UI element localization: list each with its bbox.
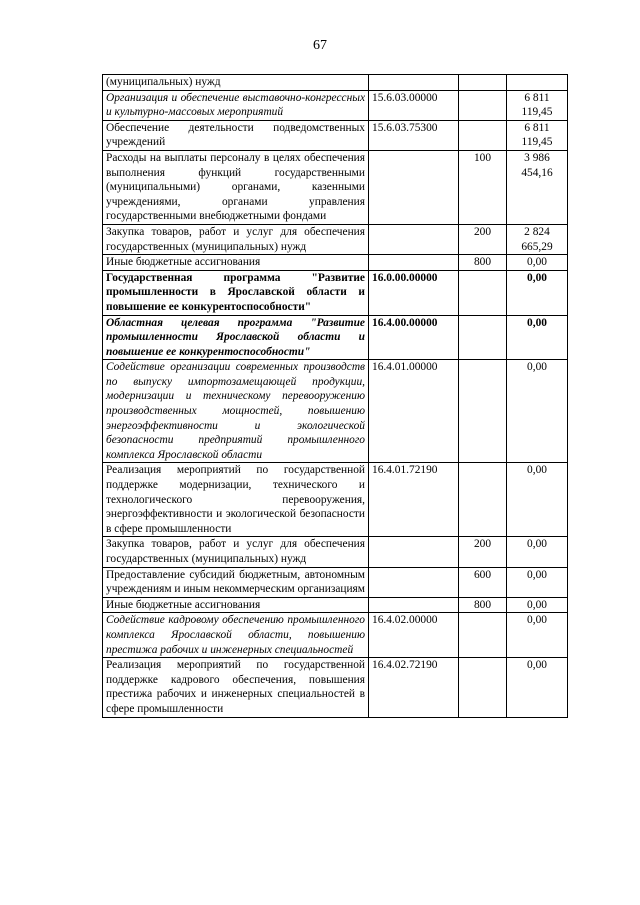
amount-cell: 0,00 <box>507 255 568 271</box>
amount-cell: 6 811 119,45 <box>507 120 568 150</box>
target-article-cell: 16.4.00.00000 <box>369 315 459 360</box>
amount-cell: 3 986 454,16 <box>507 150 568 224</box>
target-article-cell: 15.6.03.00000 <box>369 90 459 120</box>
table-row <box>103 360 568 463</box>
budget-table <box>102 74 568 718</box>
item-name-cell: Реализация мероприятий по государственной поддержке модернизации, технического и технологического перевооружения, энергоэффективности и экологической безопасности в сфере промышленности <box>103 463 369 537</box>
amount-cell: 2 824 665,29 <box>507 224 568 254</box>
table-row <box>103 255 568 271</box>
amount-cell: 0,00 <box>507 360 568 463</box>
target-article-cell: 16.4.02.00000 <box>369 613 459 658</box>
target-article-cell <box>369 597 459 613</box>
expense-type-cell <box>459 315 507 360</box>
expense-type-cell <box>459 90 507 120</box>
item-name-cell: Организация и обеспечение выставочно-конгрессных и культурно-массовых мероприятий <box>103 90 369 120</box>
item-name-cell: Содействие кадровому обеспечению промышленного комплекса Ярославской области, повышению престижа рабочих и инженерных специальностей <box>103 613 369 658</box>
item-name-cell: (муниципальных) нужд <box>103 75 369 91</box>
target-article-cell: 16.4.02.72190 <box>369 658 459 717</box>
target-article-cell <box>369 255 459 271</box>
expense-type-cell <box>459 270 507 315</box>
table-row <box>103 597 568 613</box>
expense-type-cell: 800 <box>459 597 507 613</box>
item-name-cell: Иные бюджетные ассигнования <box>103 597 369 613</box>
target-article-cell <box>369 537 459 567</box>
expense-type-cell <box>459 613 507 658</box>
amount-cell: 0,00 <box>507 315 568 360</box>
table-row <box>103 537 568 567</box>
amount-cell: 0,00 <box>507 537 568 567</box>
table-row <box>103 613 568 658</box>
item-name-cell: Иные бюджетные ассигнования <box>103 255 369 271</box>
table-row <box>103 224 568 254</box>
table-row <box>103 463 568 537</box>
target-article-cell: 16.4.01.72190 <box>369 463 459 537</box>
table-row <box>103 315 568 360</box>
item-name-cell: Обеспечение деятельности подведомственных учреждений <box>103 120 369 150</box>
target-article-cell <box>369 567 459 597</box>
target-article-cell: 15.6.03.75300 <box>369 120 459 150</box>
expense-type-cell: 200 <box>459 224 507 254</box>
item-name-cell: Закупка товаров, работ и услуг для обеспечения государственных (муниципальных) нужд <box>103 537 369 567</box>
table-row <box>103 120 568 150</box>
expense-type-cell: 200 <box>459 537 507 567</box>
target-article-cell: 16.0.00.00000 <box>369 270 459 315</box>
expense-type-cell <box>459 463 507 537</box>
amount-cell: 0,00 <box>507 270 568 315</box>
expense-type-cell <box>459 75 507 91</box>
expense-type-cell <box>459 360 507 463</box>
expense-type-cell <box>459 658 507 717</box>
table-row <box>103 567 568 597</box>
amount-cell: 0,00 <box>507 567 568 597</box>
target-article-cell <box>369 224 459 254</box>
table-row <box>103 75 568 91</box>
item-name-cell: Реализация мероприятий по государственной поддержке кадрового обеспечения, повышения престижа рабочих и инженерных специальностей в сфере промышленности <box>103 658 369 717</box>
expense-type-cell: 800 <box>459 255 507 271</box>
item-name-cell: Закупка товаров, работ и услуг для обеспечения государственных (муниципальных) нужд <box>103 224 369 254</box>
item-name-cell: Государственная программа "Развитие промышленности в Ярославской области и повышение ее конкурентоспособности" <box>103 270 369 315</box>
expense-type-cell: 100 <box>459 150 507 224</box>
amount-cell: 0,00 <box>507 613 568 658</box>
expense-type-cell <box>459 120 507 150</box>
table-row <box>103 658 568 717</box>
target-article-cell <box>369 150 459 224</box>
page-number: 67 <box>313 38 327 53</box>
item-name-cell: Предоставление субсидий бюджетным, автономным учреждениям и иным некоммерческим организациям <box>103 567 369 597</box>
expense-type-cell: 600 <box>459 567 507 597</box>
target-article-cell <box>369 75 459 91</box>
table-row <box>103 150 568 224</box>
item-name-cell: Содействие организации современных производств по выпуску импортозамещающей продукции, модернизации и техническому перевооружению производственных мощностей, повышению энергоэффективности и экологической безопасности предприятий промышленного комплекса Ярославской области <box>103 360 369 463</box>
amount-cell: 0,00 <box>507 597 568 613</box>
budget-table-body <box>103 75 568 718</box>
amount-cell: 0,00 <box>507 658 568 717</box>
table-row <box>103 270 568 315</box>
table-row <box>103 90 568 120</box>
amount-cell: 0,00 <box>507 463 568 537</box>
item-name-cell: Областная целевая программа "Развитие промышленности Ярославской области и повышение ее конкурентоспособности" <box>103 315 369 360</box>
item-name-cell: Расходы на выплаты персоналу в целях обеспечения выполнения функций государственными (муниципальными) органами, казенными учреждениями, органами управления государственными внебюджетными фондами <box>103 150 369 224</box>
target-article-cell: 16.4.01.00000 <box>369 360 459 463</box>
amount-cell <box>507 75 568 91</box>
amount-cell: 6 811 119,45 <box>507 90 568 120</box>
